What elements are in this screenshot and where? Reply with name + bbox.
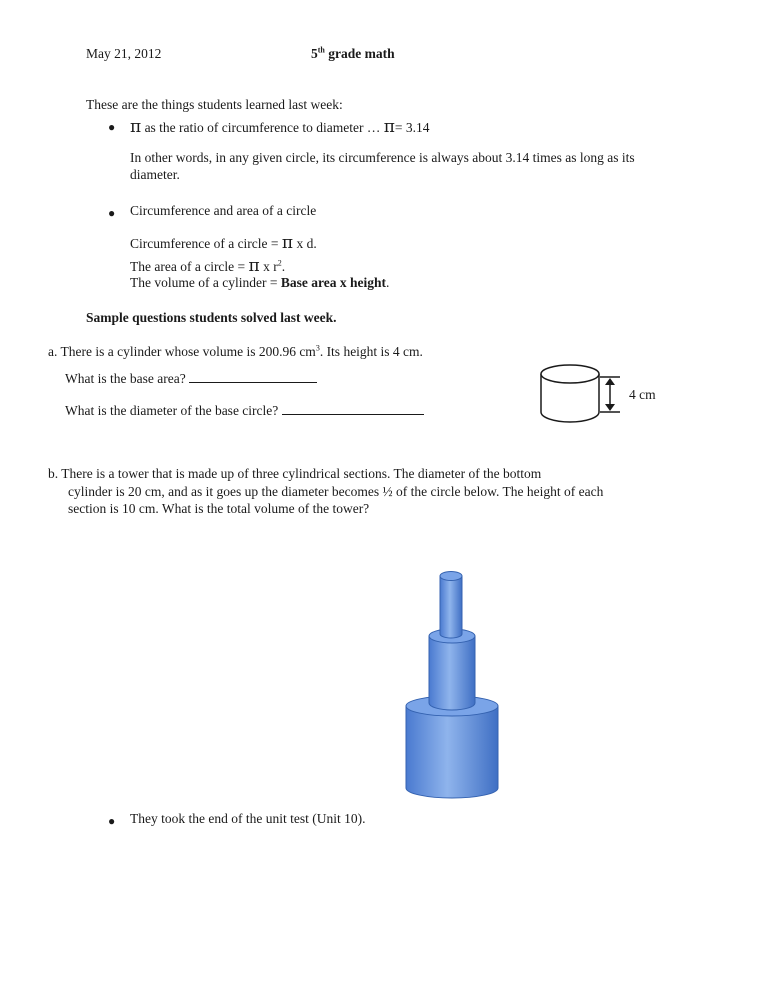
pi-explanation-line2: diameter. — [130, 167, 180, 182]
answer-blank — [189, 370, 317, 383]
formula-label: The area of a circle = — [130, 259, 249, 274]
grade-number: 5 — [311, 46, 318, 61]
pi-symbol: π — [383, 117, 395, 137]
question-a-line — [48, 344, 423, 360]
pi-value: = 3.14 — [394, 120, 430, 135]
intro-text: These are the things students learned last week: — [86, 97, 343, 112]
tower-figure — [400, 566, 506, 802]
bullet-dot: ● — [108, 206, 116, 220]
answer-blank — [282, 402, 424, 415]
pi-symbol: π — [281, 233, 294, 253]
document-title — [311, 46, 395, 62]
question-b-line2: cylinder is 20 cm, and as it goes up the diameter becomes ½ of the circle below. The height of each — [68, 484, 604, 499]
pi-explanation-line1: In other words, in any given circle, its circumference is always about 3.14 times as long as its — [130, 150, 635, 165]
question-text: What is the diameter of the base circle? — [65, 403, 282, 418]
question-b-line1: b. There is a tower that is made up of three cylindrical sections. The diameter of the bottom — [48, 466, 542, 481]
circumference-formula — [130, 233, 317, 253]
question-text: What is the base area? — [65, 371, 190, 386]
volume-formula — [130, 275, 389, 291]
question-a-text-end: . Its height is 4 cm. — [319, 344, 423, 359]
formula-rest: x r — [259, 259, 278, 274]
formula-end: . — [281, 259, 286, 274]
circle-topic: Circumference and area of a circle — [130, 203, 317, 218]
unit-test-text: They took the end of the unit test (Unit 10). — [130, 811, 366, 826]
height-label: 4 cm — [629, 387, 656, 402]
area-formula — [130, 256, 285, 276]
question-a-base-area — [65, 370, 317, 387]
sample-heading: Sample questions students solved last week. — [86, 310, 337, 325]
pi-ratio-text: as the ratio of circumference to diameter … — [141, 120, 384, 135]
pi-ratio-line — [130, 117, 430, 137]
formula-bold: Base area x height — [280, 275, 386, 290]
formula-rest: x d. — [293, 236, 317, 251]
pi-symbol: π — [130, 117, 142, 137]
bullet-dot: ● — [108, 120, 116, 134]
pi-symbol: π — [248, 256, 260, 276]
question-b-line3: section is 10 cm. What is the total volume of the tower? — [68, 501, 370, 516]
question-a-diameter — [65, 402, 424, 419]
grade-title-text: grade math — [324, 46, 395, 61]
formula-label: The volume of a cylinder = — [130, 275, 281, 290]
date: May 21, 2012 — [86, 46, 162, 61]
bullet-dot: ● — [108, 814, 116, 828]
question-a-text: a. There is a cylinder whose volume is 200.96 cm — [48, 344, 316, 359]
grade-superscript: th — [317, 45, 325, 55]
formula-end: . — [385, 275, 390, 290]
cubed-superscript: 3 — [315, 343, 320, 353]
squared-superscript: 2 — [277, 258, 282, 268]
formula-label: Circumference of a circle = — [130, 236, 282, 251]
